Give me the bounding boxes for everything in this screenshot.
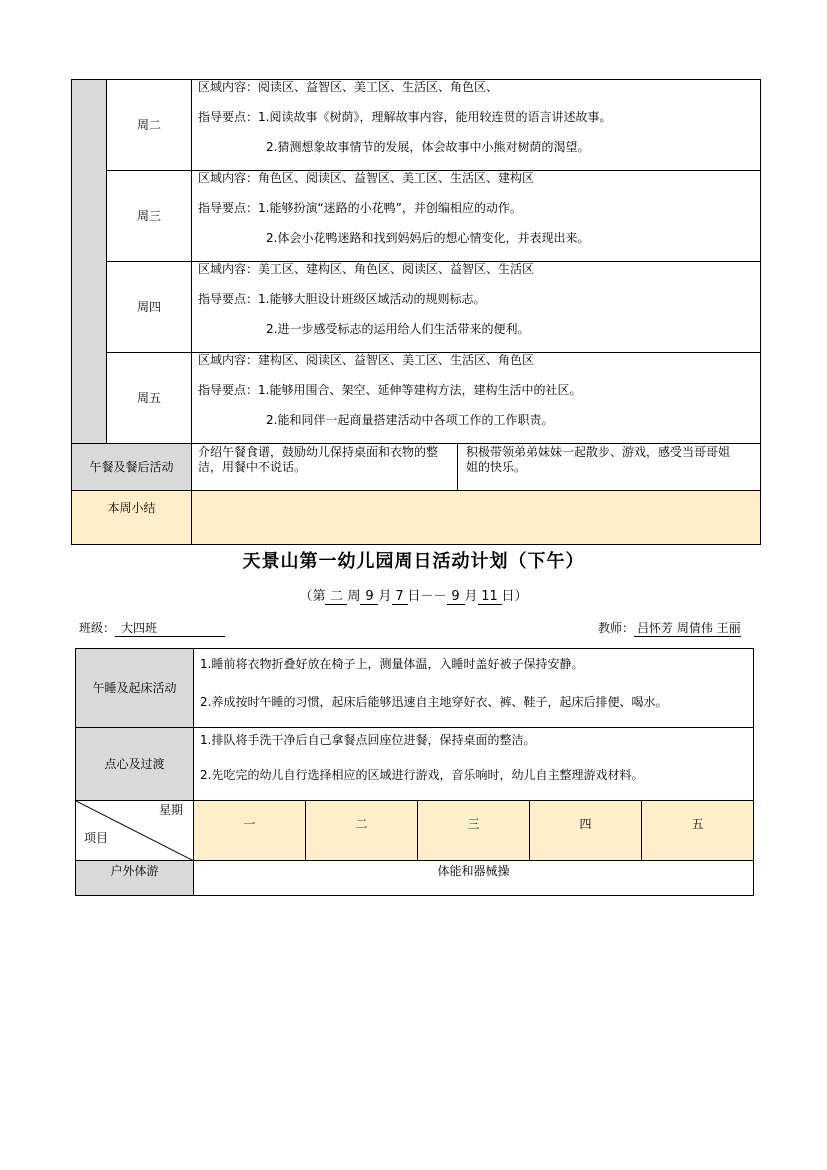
lunch-left-content: 介绍午餐食谱，鼓励幼儿保持桌面和衣物的整 洁，用餐中不说话。 [192, 444, 458, 491]
weekday-cell: 五 [642, 801, 754, 861]
day-content [192, 353, 761, 444]
weekday-header-row [76, 801, 754, 861]
guide-line-1: 指导要点：1.能够用围合、架空、延伸等建构方法，建构生活中的社区。 [198, 383, 582, 397]
weekday-cell: 一 [194, 801, 306, 861]
weekday-cell: 三 [418, 801, 530, 861]
day-content [192, 80, 761, 171]
day-row [72, 171, 761, 262]
snack-label: 点心及过渡 [76, 728, 194, 801]
week-number: 二 [325, 585, 347, 605]
day-row [72, 262, 761, 353]
outdoor-row [76, 861, 754, 896]
nap-content: 1.睡前将衣物折叠好放在椅子上，测量体温，入睡时盖好被子保持安静。 2.养成按时午睡的习惯，起床后能够迅速自主地穿好衣、裤、鞋子，起床后排便、喝水。 [194, 649, 754, 728]
corner-top-label: 星期 [158, 803, 183, 817]
guide-line-2: 2.能和同伴一起商量搭建活动中各项工作的工作职责。 [266, 413, 554, 427]
area-text: 区域内容：阅读区、益智区、美工区、生活区、角色区、 [198, 80, 499, 94]
snack-row [76, 728, 754, 801]
day-row [72, 80, 761, 171]
nap-label: 午睡及起床活动 [76, 649, 194, 728]
end-month: 9 [447, 589, 465, 605]
guide-line-2: 2.进一步感受标志的运用给人们生活带来的便利。 [266, 322, 530, 336]
nap-row [76, 649, 754, 728]
day-label: 周二 [107, 80, 192, 171]
weekday-cell: 四 [530, 801, 642, 861]
teacher-value: 吕怀芳 周倩伟 王丽 [634, 619, 741, 637]
weekly-area-table [71, 79, 761, 545]
day-content [192, 171, 761, 262]
start-month: 9 [360, 589, 378, 605]
summary-content [192, 491, 761, 545]
week-date-line: （第 二 周 9 月 7 日－－ 9 月 11 日） [0, 585, 827, 605]
day-content [192, 262, 761, 353]
class-value: 大四班 [115, 619, 225, 637]
section-side-cell [72, 80, 107, 444]
outdoor-label: 户外体游 [76, 861, 194, 896]
lunch-row [72, 444, 761, 491]
day-row [72, 353, 761, 444]
day-label: 周五 [107, 353, 192, 444]
area-text: 区域内容：建构区、阅读区、益智区、美工区、生活区、角色区 [198, 353, 535, 367]
teacher-info: 教师： 吕怀芳 周倩伟 王丽 [598, 621, 741, 635]
summary-label: 本周小结 [72, 491, 192, 545]
summary-row [72, 491, 761, 545]
end-day: 11 [478, 589, 502, 605]
lunch-right-content: 积极带领弟弟妹妹一起散步、游戏，感受当哥哥姐 姐的快乐。 [458, 444, 761, 491]
area-text: 区域内容：美工区、建构区、角色区、阅读区、益智区、生活区 [198, 262, 535, 276]
guide-line-1: 指导要点：1.能够扮演“迷路的小花鸭”，并创编相应的动作。 [198, 201, 522, 215]
diagonal-header-cell [76, 801, 194, 861]
guide-line-1: 指导要点：1.能够大胆设计班级区域活动的规则标志。 [198, 292, 486, 306]
corner-bottom-label: 项目 [84, 831, 109, 845]
start-day: 7 [392, 589, 408, 605]
guide-line-2: 2.体会小花鸭迷路和找到妈妈后的想心情变化，并表现出来。 [266, 231, 590, 245]
snack-content: 1.排队将手洗干净后自己拿餐点回座位进餐，保持桌面的整洁。 2.先吃完的幼儿自行选择相应的区域进行游戏，音乐响时，幼儿自主整理游戏材料。 [194, 728, 754, 801]
afternoon-plan-table [75, 648, 754, 896]
guide-line-2: 2.猜测想象故事情节的发展，体会故事中小熊对树荫的渴望。 [266, 140, 590, 154]
weekday-cell: 二 [306, 801, 418, 861]
class-info: 班级： 大四班 [79, 619, 225, 637]
lunch-label: 午餐及餐后活动 [72, 444, 192, 491]
guide-line-1: 指导要点：1.阅读故事《树荫》，理解故事内容，能用较连贯的语言讲述故事。 [198, 110, 612, 124]
page-title: 天景山第一幼儿园周日活动计划（下午） [242, 551, 585, 572]
day-label: 周三 [107, 171, 192, 262]
area-text: 区域内容：角色区、阅读区、益智区、美工区、生活区、建构区 [198, 171, 535, 185]
outdoor-content: 体能和器械操 [194, 861, 754, 896]
day-label: 周四 [107, 262, 192, 353]
